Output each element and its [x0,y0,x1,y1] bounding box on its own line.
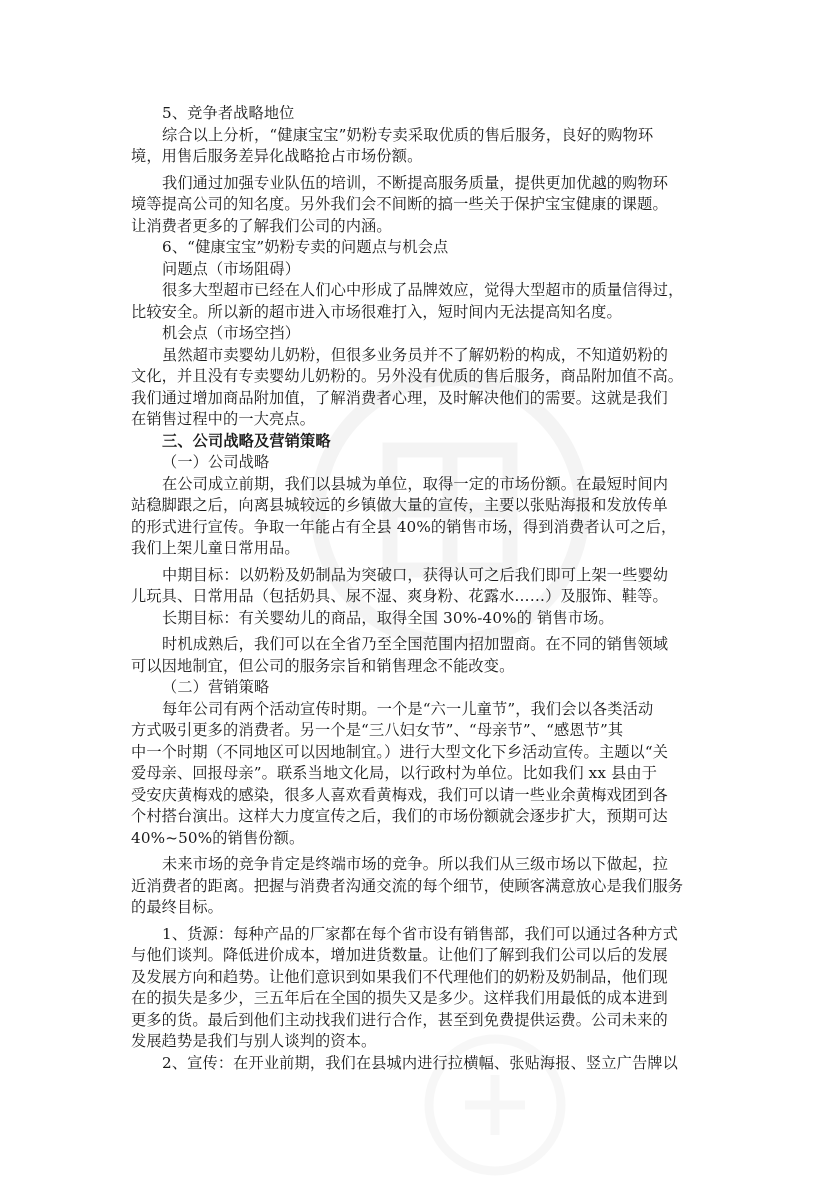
text-line: 在的损失是多少，三五年后在全国的损失又是多少。这样我们用最低的成本进到 [131,989,668,1007]
text-line: 时机成熟后，我们可以在全省乃至全国范围内招加盟商。在不同的销售领域 [162,635,669,653]
text-line: 2、宣传：在开业前期，我们在县城内进行拉横幅、张贴海报、竖立广告牌以 [162,1053,678,1072]
text-line: 机会点（市场空挡） [162,324,301,342]
text-line: 发展趋势是我们与别人谈判的资本。 [131,1032,377,1050]
text-line: 长期目标：有关婴幼儿的商品，取得全国 30%-40%的 销售市场。 [162,608,614,627]
text-line: 未来市场的竞争肯定是终端市场的竞争。所以我们从三级市场以下做起，拉 [162,855,669,873]
text-line: 儿玩具、日常用品（包括奶具、尿不湿、爽身粉、花露水……）及服饰、鞋等。 [131,587,668,605]
text-line: 爱母亲、回报母亲”。联系当地文化局，以行政村为单位。比如我们 xx 县由于 [131,764,658,782]
text-line: （二）营销策略 [162,678,270,696]
text-line: 可以因地制宜，但公司的服务宗旨和销售理念不能改变。 [131,656,515,675]
text-line: 比较安全。所以新的超市进入市场很难打入，短时间内无法提高知名度。 [131,302,622,321]
text-line: 站稳脚跟之后，向离县城较远的乡镇做大量的宣传，主要以张贴海报和发放传单 [131,496,668,514]
text-line: 近消费者的距离。把握与消费者沟通交流的每个细节，使顾客满意放心是我们服务 [131,876,684,895]
text-line: 我们上架儿童日常用品。 [131,539,300,557]
text-line: 5、竞争者战略地位 [162,104,295,122]
text-line: 及发展方向和趋势。让他们意识到如果我们不代理他们的奶粉及奶制品，他们现 [131,967,668,986]
text-line: 很多大型超市已经在人们心中形成了品牌效应，觉得大型超市的质量信得过， [162,281,684,299]
text-line: 在销售过程中的一大亮点。 [131,410,316,428]
text-line: 每年公司有两个活动宣传时期。一个是“六一儿童节”，我们会以各类活动 [162,699,654,718]
text-line: 中一个时期（不同地区可以因地制宜。）进行大型文化下乡活动宣传。主题以“关 [131,742,669,761]
text-line: 更多的货。最后到他们主动找我们进行合作，甚至到免费提供运费。公司未来的 [131,1010,668,1029]
text-line: 的最终目标。 [131,898,224,916]
text-line: 与他们谈判。降低进价成本，增加进货数量。让他们了解到我们公司以后的发展 [131,946,668,964]
text-line: 的形式进行宣传。争取一年能占有全县 40%的销售市场，得到消费者认可之后， [131,517,677,536]
document-body [131,103,711,1074]
text-line: 虽然超市卖婴幼儿奶粉，但很多业务员并不了解奶粉的构成，不知道奶粉的 [162,345,669,364]
text-line: 个村搭台演出。这样大力度宣传之后，我们的市场份额就会逐步扩大，预期可达 [131,807,668,825]
text-line: 让消费者更多的了解我们公司的内涵。 [131,216,392,235]
text-line: 问题点（市场阻碍） [162,259,301,278]
text-line: 境，用售后服务差异化战略抢占市场份额。 [131,147,423,165]
text-line: 在公司成立前期，我们以县城为单位，取得一定的市场份额。在最短时间内 [162,474,669,493]
text-line: 境等提高公司的知名度。另外我们会不间断的搞一些关于保护宝宝健康的课题。 [131,195,668,213]
text-line: 中期目标：以奶粉及奶制品为突破口，获得认可之后我们即可上架一些婴幼 [162,565,669,584]
section-heading: 三、公司战略及营销策略 [162,431,331,450]
text-line: 我们通过加强专业队伍的培训，不断提高服务质量，提供更加优越的购物环 [162,173,669,192]
text-line: 我们通过增加商品附加值，了解消费者心理，及时解决他们的需要。这就是我们 [131,388,668,407]
text-line: 1、货源：每种产品的厂家都在每个省市设有销售部，我们可以通过各种方式 [162,924,678,943]
text-line: （一）公司战略 [162,453,270,471]
text-line: 综合以上分析，“健康宝宝”奶粉专卖采取优质的售后服务，良好的购物环 [162,125,654,144]
text-line: 40%~50%的销售份额。 [131,828,305,847]
text-line: 文化，并且没有专卖婴幼儿奶粉的。另外没有优质的售后服务，商品附加值不高。 [131,367,684,385]
text-line: 方式吸引更多的消费者。另一个是“三八妇女节”、“母亲节”、“感恩节”其 [131,721,624,739]
text-line: 受安庆黄梅戏的感染，很多人喜欢看黄梅戏，我们可以请一些业余黄梅戏团到各 [131,785,668,804]
text-line: 6、“健康宝宝”奶粉专卖的问题点与机会点 [162,238,449,256]
